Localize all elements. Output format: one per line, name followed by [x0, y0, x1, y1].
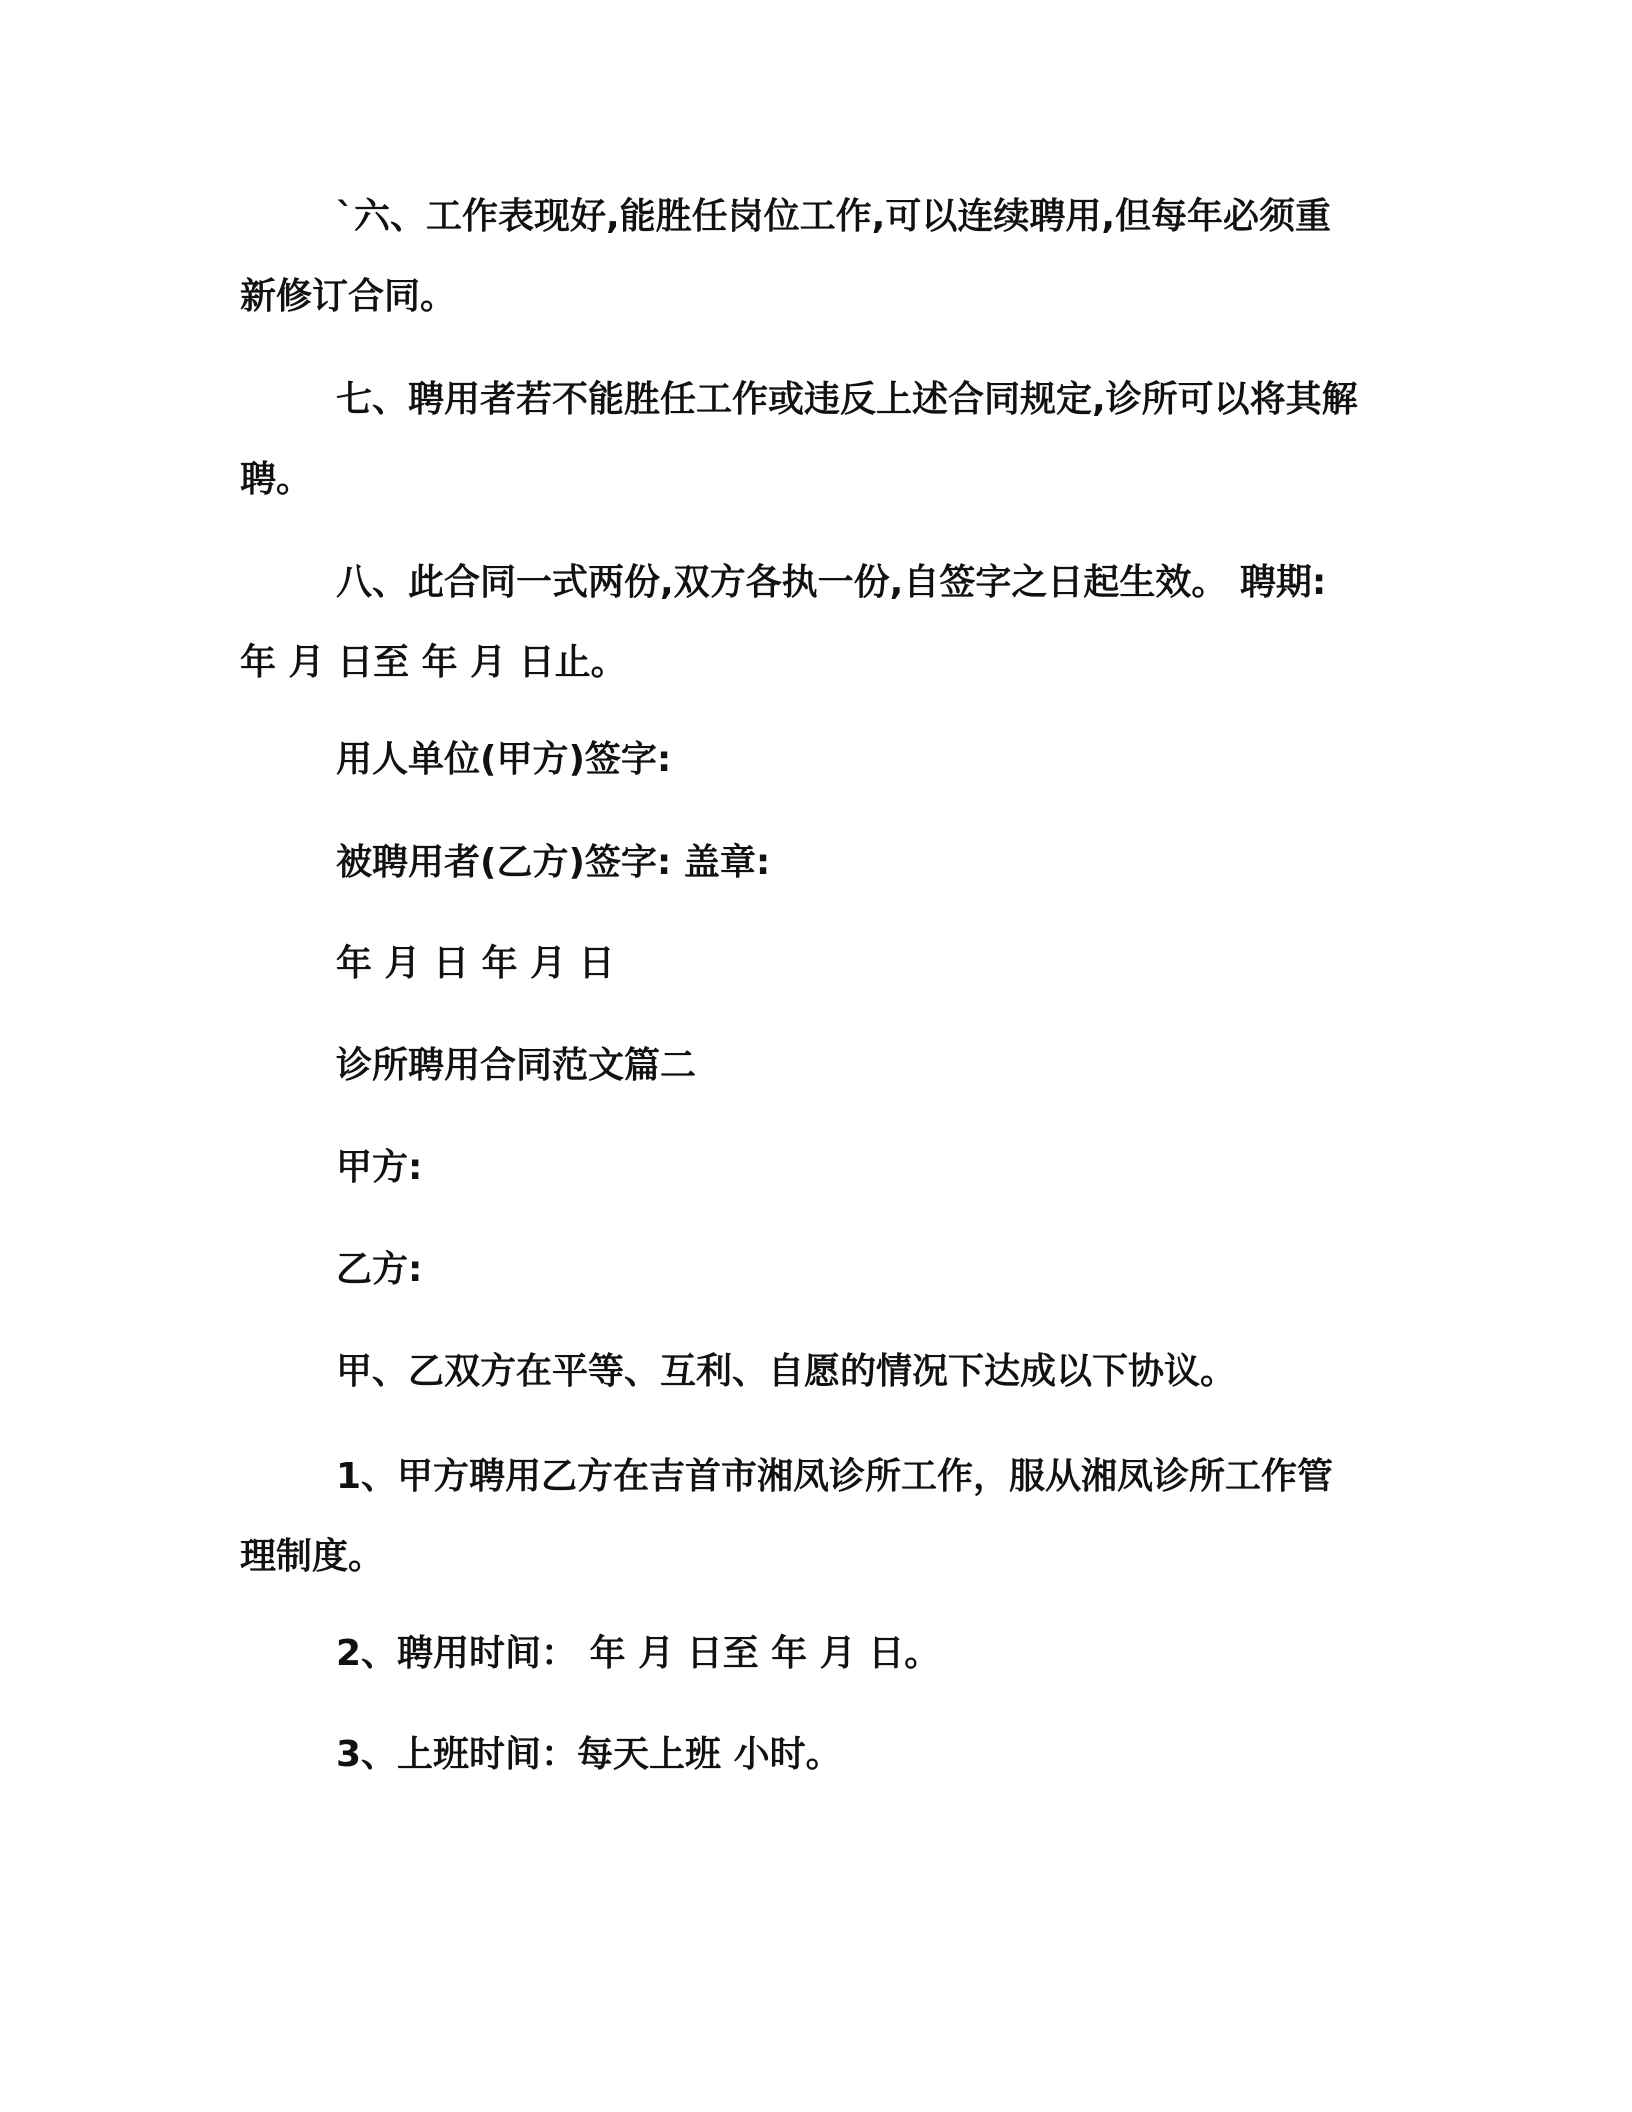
- clause-six: `六、工作表现好,能胜任岗位工作,可以连续聘用,但每年必须重新修订合同。: [240, 196, 1332, 317]
- clause-three: 3、上班时间：每天上班 小时。: [336, 1734, 842, 1775]
- agreement-intro: 甲、乙双方在平等、互利、自愿的情况下达成以下协议。: [336, 1351, 1237, 1392]
- signature-date-line: 年 月 日 年 月 日: [336, 943, 615, 984]
- employee-signature-line: 被聘用者(乙方)签字: 盖章:: [336, 842, 771, 883]
- employer-signature-line: 用人单位(甲方)签字:: [336, 739, 672, 780]
- party-b-line: 乙方:: [336, 1249, 423, 1290]
- section-title: 诊所聘用合同范文篇二: [336, 1045, 697, 1086]
- clause-one: 1、甲方聘用乙方在吉首市湘凤诊所工作，服从湘凤诊所工作管理制度。: [240, 1456, 1334, 1577]
- clause-seven: 七、聘用者若不能胜任工作或违反上述合同规定,诊所可以将其解聘。: [240, 379, 1358, 500]
- clause-two: 2、聘用时间： 年 月 日至 年 月 日。: [336, 1633, 941, 1674]
- party-a-line: 甲方:: [336, 1147, 423, 1188]
- clause-eight: 八、此合同一式两份,双方各执一份,自签字之日起生效。 聘期: 年 月 日至 年 月 日止。: [240, 562, 1327, 683]
